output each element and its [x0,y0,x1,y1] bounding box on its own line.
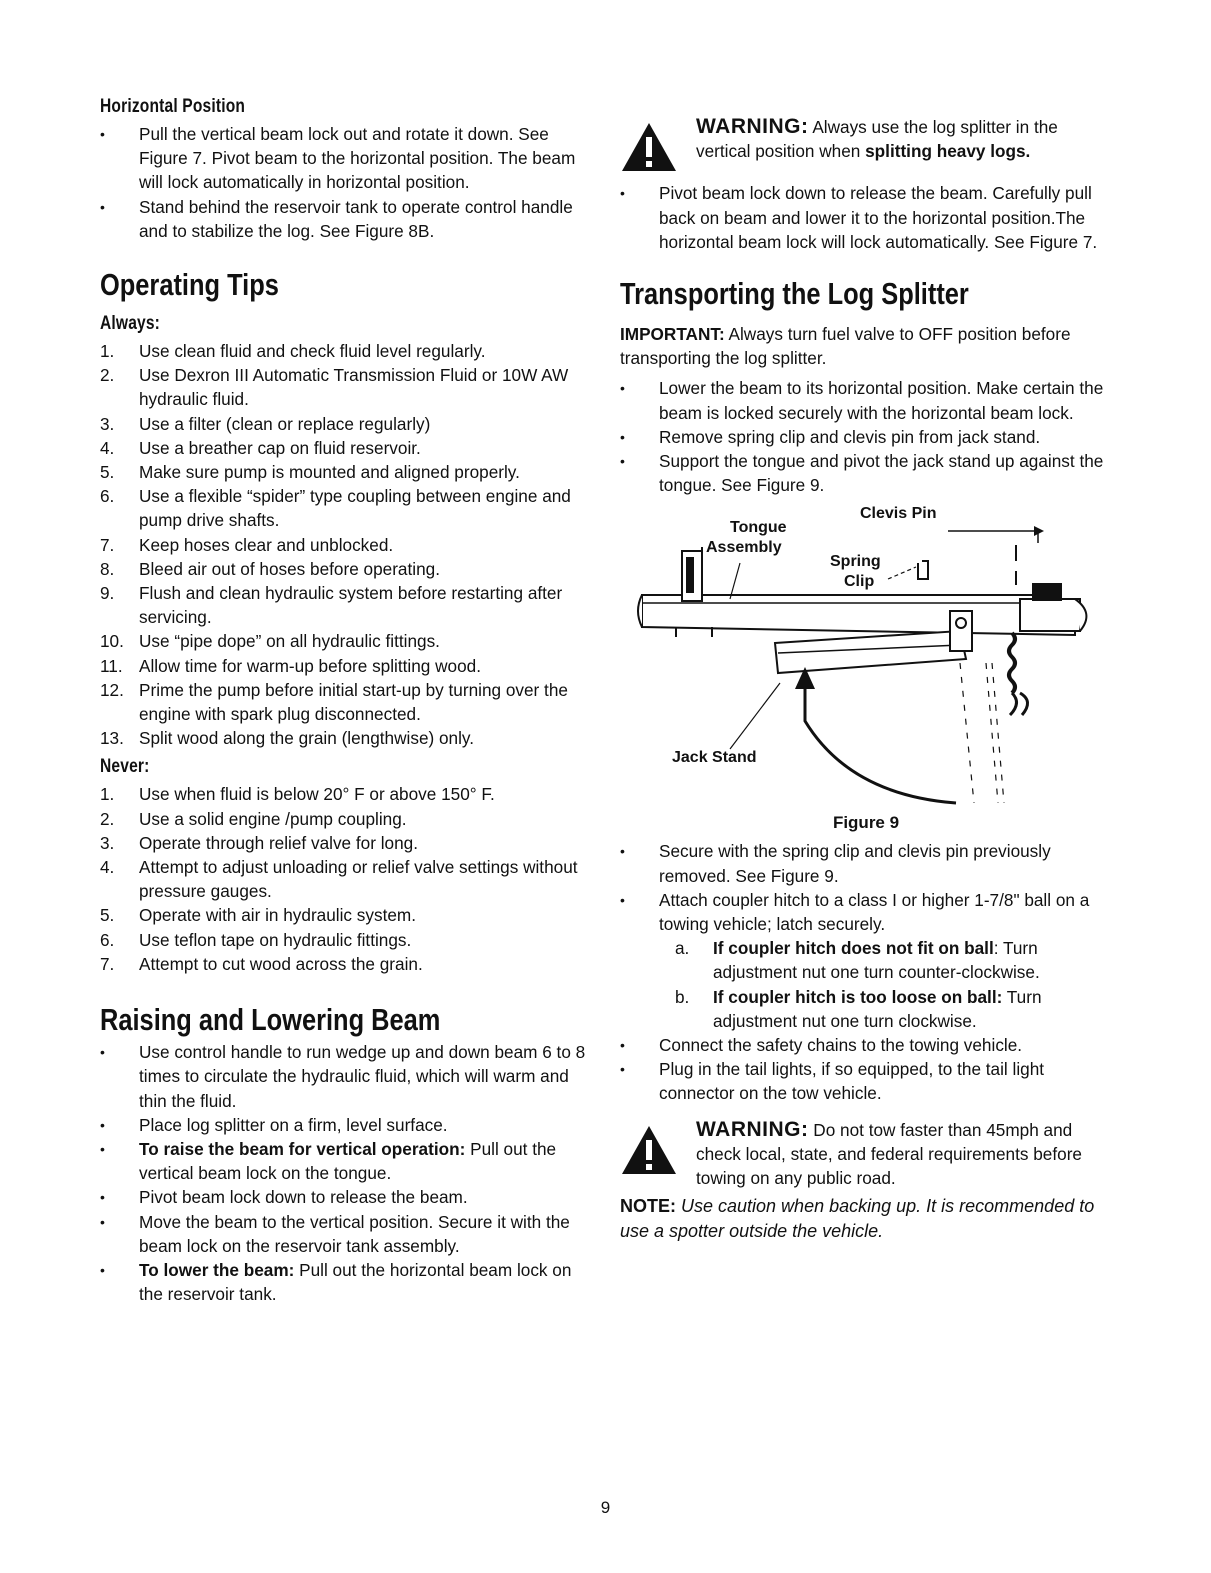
bullet-icon: • [100,1213,105,1230]
never-list [100,782,590,976]
list-item: • Pivot beam lock down to release the beam. Carefully pull back on beam and lower it to the horizontal position.The horizontal beam lock will lock automatically. See Figure 7. [620,183,1098,252]
always-list [100,339,590,750]
bullet-icon: • [100,1189,105,1206]
list-item: 12. Prime the pump before initial start-up by turning over the engine with spark plug disconnected. [100,679,568,725]
bullet-icon: • [620,843,625,860]
list-number: 10. [100,631,124,652]
bullet-icon: • [620,428,625,445]
list-number: 5. [100,905,115,926]
list-item: b. If coupler hitch is too loose on ball: Turn adjustment nut one turn clockwise. [675,986,1042,1031]
list-number: 11. [100,655,123,676]
list-number: 12. [100,679,124,700]
figure-label-tongue: Tongue [730,519,787,537]
list-number: 4. [100,857,115,878]
towing-list [620,1033,1112,1106]
list-item: • Stand behind the reservoir tank to operate control handle and to stabilize the log. See Figure 8B. [100,196,573,241]
bullet-icon: • [620,1037,625,1054]
list-item: • Plug in the tail lights, if so equipped, to the tail light connector on the tow vehicle. [620,1059,1045,1104]
bullet-icon: • [620,380,625,397]
bullet-icon: • [100,1116,105,1133]
list-item: 2. Use Dexron III Automatic Transmission Fluid or 10W AW hydraulic fluid. [100,365,569,410]
list-item: • Place log splitter on a firm, level surface. [100,1113,590,1137]
important-note: IMPORTANT: Always turn fuel valve to OFF position before transporting the log splitter. [620,324,1071,369]
bullet-icon: • [620,453,625,470]
list-item: 9. Flush and clean hydraulic system before restarting after servicing. [100,583,563,628]
list-number: 4. [100,437,115,458]
list-item: • Move the beam to the vertical position. Secure it with the beam lock on the reservoir tank assembly. [100,1211,570,1256]
list-item: 2. Use a solid engine /pump coupling. [100,807,590,831]
bullet-icon: • [100,1044,105,1061]
figure-label-spring: Spring [830,553,881,571]
list-item: 5. Make sure pump is mounted and aligned properly. [100,460,590,484]
list-number: 3. [100,832,115,853]
list-item: 6. Use a flexible “spider” type coupling between engine and pump drive shafts. [100,486,571,531]
figure-caption: Figure 9 [832,813,900,833]
list-item: • Remove spring clip and clevis pin from jack stand. [620,425,1112,449]
warning-block-towing: WARNING: Do not tow faster than 45mph and check local, state, and federal requirements before towing on any public road. [620,1118,1112,1191]
section-heading-operating-tips: Operating Tips [100,267,279,303]
list-number: 5. [100,462,115,483]
figure-label-clip: Clip [844,573,875,591]
list-item: • Support the tongue and pivot the jack stand up against the tongue. See Figure 9. [620,451,1104,496]
list-item: • Attach coupler hitch to a class I or higher 1-7/8" ball on a towing vehicle; latch securely. [620,889,1090,935]
list-item: • Lower the beam to its horizontal position. Make certain the beam is locked securely with the horizontal beam lock. [620,378,1104,423]
section-heading-raising-lowering-beam: Raising and Lowering Beam [100,1002,441,1038]
horizontal-position-list [100,122,590,243]
bullet-icon: • [620,891,625,908]
bullet-icon: • [100,1261,105,1278]
bullet-icon: • [100,126,105,142]
transport-list [620,376,1112,497]
list-item: 4. Use a breather cap on fluid reservoir. [100,436,590,460]
list-number: 3. [100,413,115,434]
list-item: • Connect the safety chains to the towing vehicle. [620,1033,1112,1057]
list-item: 6. Use teflon tape on hydraulic fittings. [100,928,590,952]
list-number: 1. [100,341,115,362]
list-number: 9. [100,583,115,604]
list-number: 7. [100,534,115,555]
section-heading-transporting: Transporting the Log Splitter [620,276,969,312]
list-item: 3. Operate through relief valve for long. [100,831,590,855]
figure-label-clevis-pin: Clevis Pin [860,505,937,523]
list-item: 3. Use a filter (clean or replace regularly) [100,412,590,436]
list-item: • To raise the beam for vertical operation: Pull out the vertical beam lock on the tongue. [100,1138,557,1184]
coupler-adjust-list [620,936,1112,1033]
list-number: 8. [100,558,115,579]
warning-block-heavy-logs: WARNING: Always use the log splitter in the vertical position when splitting heavy logs. [620,115,1112,163]
list-number: 2. [100,365,115,386]
list-item: 13. Split wood along the grain (lengthwise) only. [100,726,590,750]
pivot-list [620,181,1112,254]
figure-label-assembly: Assembly [706,539,782,557]
page-number: 9 [600,1498,611,1517]
list-number: 2. [100,808,115,829]
coupler-list [620,839,1112,936]
raising-lowering-list [100,1040,590,1306]
left-column [100,92,590,1306]
section-heading-horizontal-position: Horizontal Position [100,96,246,117]
right-column [620,115,1112,1244]
note-spotter: NOTE: Use caution when backing up. It is recommended to use a spotter outside the vehicle. [620,1196,1095,1242]
subheading-always: Always: [100,313,161,335]
list-item: 1. Use when fluid is below 20° F or above 150° F. [100,782,590,806]
list-item: 1. Use clean fluid and check fluid level regularly. [100,339,590,363]
list-item: 4. Attempt to adjust unloading or relief valve settings without pressure gauges. [100,857,578,902]
list-item: 5. Operate with air in hydraulic system. [100,903,590,927]
warning-triangle-icon [620,121,678,173]
list-number: 7. [100,953,115,974]
bullet-icon: • [620,185,625,202]
list-item: • Use control handle to run wedge up and down beam 6 to 8 times to circulate the hydraulic fluid, which will warm and thin the fluid. [100,1042,586,1111]
list-item: • Pivot beam lock down to release the beam. [100,1185,590,1209]
list-item: • To lower the beam: Pull out the horizontal beam lock on the reservoir tank. [100,1259,572,1305]
list-number: 1. [100,784,115,805]
list-item: 7. Attempt to cut wood across the grain. [100,952,590,976]
subheading-never: Never: [100,756,150,778]
list-item: a. If coupler hitch does not fit on ball: Turn adjustment nut one turn counter-clockwise. [675,938,1040,983]
list-item: • Pull the vertical beam lock out and rotate it down. See Figure 7. Pivot beam to the horizontal position. The beam will lock automatically in horizontal position. [100,124,576,193]
bullet-icon: • [100,198,105,215]
list-item: 10. Use “pipe dope” on all hydraulic fittings. [100,629,590,653]
list-number: 13. [100,728,124,749]
list-item: 11. Allow time for warm-up before splitting wood. [100,654,590,678]
list-item: • Secure with the spring clip and clevis pin previously removed. See Figure 9. [620,841,1051,886]
list-number: 6. [100,486,115,507]
figure-9 [620,503,1112,833]
bullet-icon: • [100,1140,105,1157]
list-item: 7. Keep hoses clear and unblocked. [100,533,590,557]
bullet-icon: • [620,1061,625,1078]
list-number: 6. [100,929,115,950]
list-item: 8. Bleed air out of hoses before operating. [100,557,590,581]
figure-label-jack-stand: Jack Stand [672,749,757,767]
warning-triangle-icon [620,1124,678,1176]
